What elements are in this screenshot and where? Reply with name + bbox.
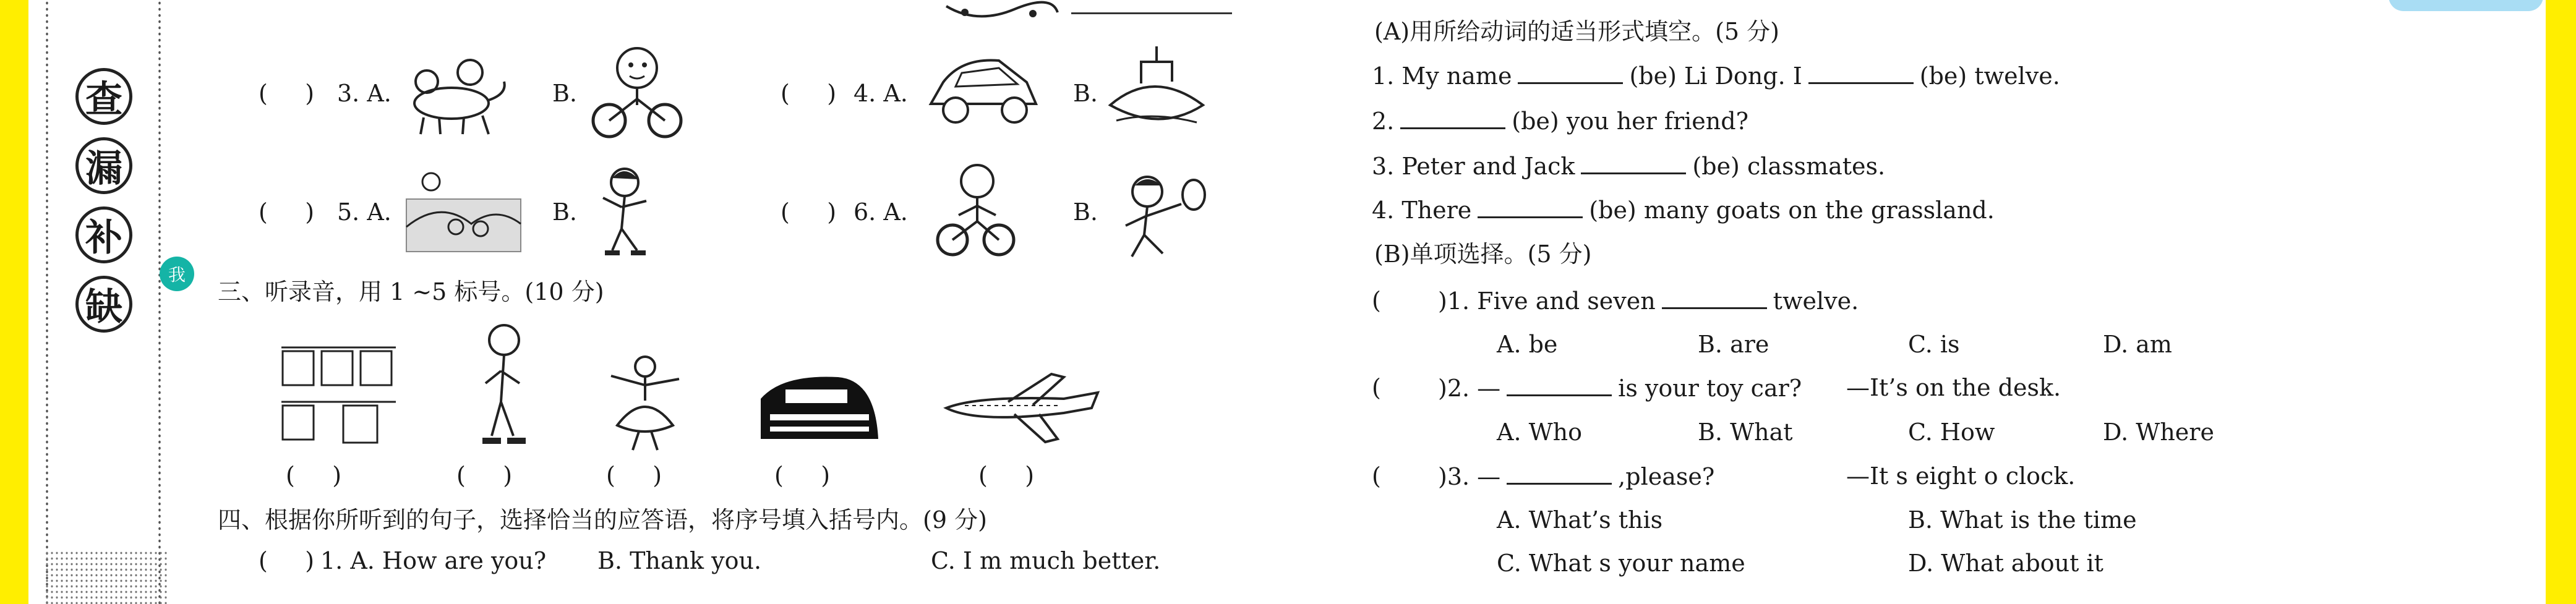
answer-bracket: ( ) bbox=[774, 462, 831, 489]
landscape-picnic-icon bbox=[403, 168, 524, 255]
cropped-box bbox=[1071, 0, 1232, 14]
sidebar-badge: 我 bbox=[160, 257, 194, 291]
answer-bracket: ( bbox=[1372, 462, 1419, 490]
q1-option-a: 1. A. How are you? bbox=[320, 547, 547, 574]
mc-3-option-a: A. What’s this bbox=[1497, 506, 1663, 534]
part-a-title: (A)用所给动词的适当形式填空。(5 分) bbox=[1374, 18, 1780, 45]
q1-option-c: C. I m much better. bbox=[931, 547, 1161, 574]
section-4-title: 四、根据你所听到的句子，选择恰当的应答语，将序号填入括号内。(9 分) bbox=[218, 506, 987, 534]
question-number: 3. A. bbox=[337, 80, 392, 107]
question-number: 5. A. bbox=[337, 198, 392, 226]
right-yellow-border bbox=[2546, 0, 2576, 604]
mc-2-option-c: C. How bbox=[1908, 419, 1995, 446]
answer-bracket: ( bbox=[1372, 374, 1419, 401]
answer-bracket: ( ) bbox=[456, 462, 513, 489]
girl-playing-tennis-icon bbox=[1113, 167, 1209, 260]
sidebar-dot-pattern bbox=[45, 550, 168, 604]
train-icon bbox=[758, 371, 881, 448]
question-number: 6. A. bbox=[854, 198, 908, 226]
sidebar-dotted-line bbox=[45, 0, 49, 604]
mc-2-option-a: A. Who bbox=[1497, 419, 1583, 446]
fill-item-4: 4. There (be) many goats on the grassland. bbox=[1372, 197, 1995, 224]
corner-tab bbox=[2389, 0, 2543, 11]
fill-item-2: 2. (be) you her friend? bbox=[1372, 108, 1748, 135]
answer-bracket: ( bbox=[1372, 287, 1419, 314]
answer-bracket: ( ) bbox=[781, 80, 837, 107]
mc-2-option-d: D. Where bbox=[2103, 419, 2214, 446]
mc-3-option-b: B. What is the time bbox=[1908, 506, 2137, 534]
boy-on-bicycle-icon-2 bbox=[934, 160, 1017, 262]
fill-item-1: 1. My name (be) Li Dong. I (be) twelve. bbox=[1372, 62, 2060, 90]
girl-skating-icon bbox=[470, 321, 538, 454]
mc-3-option-c: C. What s your name bbox=[1497, 550, 1745, 577]
answer-bracket: ( ) bbox=[606, 462, 662, 489]
option-b-label: B. bbox=[552, 80, 578, 107]
answer-bracket: ( ) bbox=[259, 198, 315, 226]
option-b-label: B. bbox=[1073, 198, 1098, 226]
answer-bracket: ( ) bbox=[978, 462, 1035, 489]
part-b-title: (B)单项选择。(5 分) bbox=[1374, 240, 1592, 268]
cropped-picture-icon bbox=[940, 0, 1064, 25]
mc-question-2: )2. — is your toy car? bbox=[1438, 375, 1802, 402]
mc-1-option-d: D. am bbox=[2103, 331, 2172, 358]
fill-item-3: 3. Peter and Jack (be) classmates. bbox=[1372, 153, 1886, 180]
mc-question-3: )3. — ,please? bbox=[1438, 463, 1715, 490]
car-icon bbox=[925, 48, 1042, 132]
mc-3-option-d: D. What about it bbox=[1908, 550, 2103, 577]
answer-bracket: ( ) bbox=[259, 80, 315, 107]
option-b-label: B. bbox=[552, 198, 578, 226]
mc-1-option-c: C. is bbox=[1908, 331, 1960, 358]
answer-bracket: ( ) bbox=[286, 462, 342, 489]
q1-option-b: B. Thank you. bbox=[597, 547, 762, 574]
airplane-icon bbox=[940, 365, 1107, 451]
question-number: 4. A. bbox=[854, 80, 908, 107]
sidebar-char-2: 漏 bbox=[75, 137, 132, 194]
mc-1-option-b: B. are bbox=[1698, 331, 1769, 358]
sidebar-char-4: 缺 bbox=[75, 276, 132, 333]
mc-2-option-b: B. What bbox=[1698, 419, 1793, 446]
left-yellow-border bbox=[0, 0, 28, 604]
sidebar-char-3: 补 bbox=[75, 206, 132, 263]
mc-2-reply: —It’s on the desk. bbox=[1846, 374, 2061, 401]
answer-bracket: ( ) bbox=[259, 547, 315, 574]
section-3-title: 三、听录音，用 1 ~5 标号。(10 分) bbox=[218, 278, 604, 305]
answer-bracket: ( ) bbox=[781, 198, 837, 226]
boy-on-bicycle-icon bbox=[588, 40, 687, 142]
sidebar-char-1: 查 bbox=[75, 68, 132, 125]
clothesline-drawings-icon bbox=[275, 340, 402, 451]
girl-roller-skating-icon bbox=[588, 161, 674, 263]
sidebar-dotted-line bbox=[157, 0, 162, 604]
mc-3-reply: —It s eight o clock. bbox=[1846, 462, 2076, 490]
option-b-label: B. bbox=[1073, 80, 1098, 107]
girl-dancing-icon bbox=[599, 351, 688, 453]
mc-question-1: )1. Five and seven twelve. bbox=[1438, 287, 1859, 315]
whale-ship-icon bbox=[1104, 43, 1209, 136]
boy-riding-horse-icon bbox=[402, 45, 513, 137]
mc-1-option-a: A. be bbox=[1497, 331, 1558, 358]
